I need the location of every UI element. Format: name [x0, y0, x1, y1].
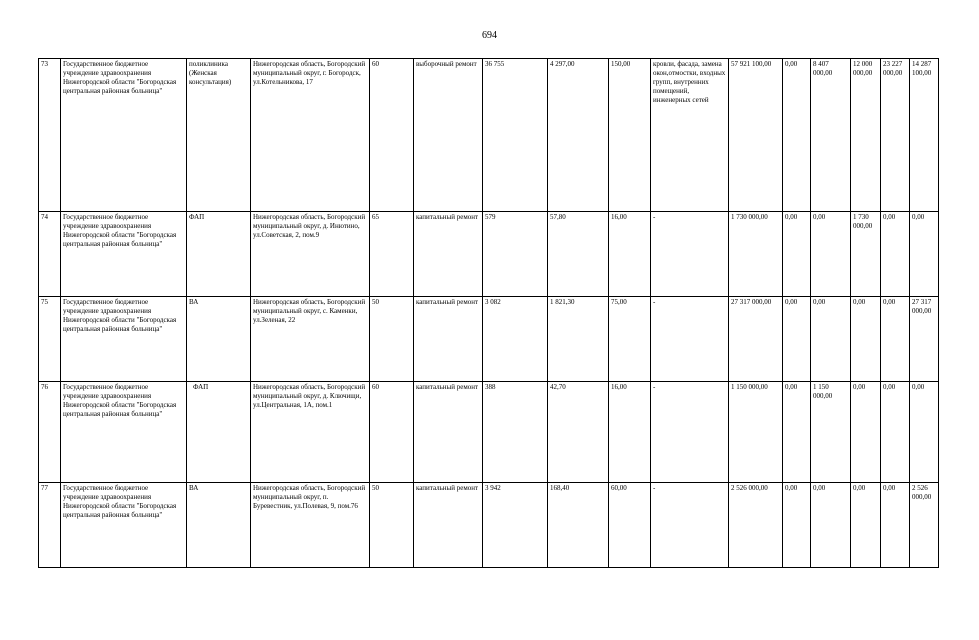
value-cell: 150,00 — [609, 59, 651, 212]
total-cell: 2 526 000,00 — [729, 483, 783, 568]
row-number: 76 — [39, 382, 61, 483]
address-cell: Нижегородская область, Богородский муниципальный округ, д. Ключищи, ул.Центральная, 1А, пом.1 — [251, 382, 370, 483]
table-row — [39, 297, 939, 382]
work-type-cell: капитальный ремонт — [414, 212, 483, 297]
value-cell: 1 821,30 — [548, 297, 609, 382]
value-cell: 388 — [483, 382, 548, 483]
scope-cell: кровли, фасада, замена окон,отмостки, входных групп, внутренних помещений, инженерных сетей — [651, 59, 729, 212]
amount-cell: 14 287 100,00 — [910, 59, 939, 212]
object-type-cell: поликлиника (Женская консультация) — [187, 59, 251, 212]
organization-cell: Государственное бюджетное учреждение здравоохранения Нижегородской области "Богородская центральная районная больница" — [61, 483, 187, 568]
amount-cell: 0,00 — [811, 483, 851, 568]
object-type-cell: ВА — [187, 483, 251, 568]
row-number: 74 — [39, 212, 61, 297]
scope-cell: - — [651, 483, 729, 568]
year-cell: 60 — [370, 59, 414, 212]
address-cell: Нижегородская область, Богородский муниципальный округ, д. Инютино, ул.Советская, 2, пом.9 — [251, 212, 370, 297]
year-cell: 60 — [370, 382, 414, 483]
value-cell: 168,40 — [548, 483, 609, 568]
total-cell: 1 150 000,00 — [729, 382, 783, 483]
amount-cell: 0,00 — [881, 483, 910, 568]
table-row — [39, 59, 939, 212]
table-row — [39, 212, 939, 297]
value-cell: 75,00 — [609, 297, 651, 382]
amount-cell: 0,00 — [811, 297, 851, 382]
total-cell: 1 730 000,00 — [729, 212, 783, 297]
amount-cell: 0,00 — [783, 59, 811, 212]
work-type-cell: выборочный ремонт — [414, 59, 483, 212]
amount-cell: 0,00 — [881, 382, 910, 483]
value-cell: 3 942 — [483, 483, 548, 568]
year-cell: 50 — [370, 483, 414, 568]
total-cell: 57 921 100,00 — [729, 59, 783, 212]
amount-cell: 0,00 — [881, 212, 910, 297]
organization-cell: Государственное бюджетное учреждение здравоохранения Нижегородской области "Богородская центральная районная больница" — [61, 212, 187, 297]
object-type-cell: ВА — [187, 297, 251, 382]
page-number: 694 — [482, 30, 497, 41]
row-number: 73 — [39, 59, 61, 212]
amount-cell: 0,00 — [851, 483, 881, 568]
table-row — [39, 483, 939, 568]
amount-cell: 0,00 — [881, 297, 910, 382]
organization-cell: Государственное бюджетное учреждение здравоохранения Нижегородской области "Богородская центральная районная больница" — [61, 59, 187, 212]
value-cell: 16,00 — [609, 382, 651, 483]
total-cell: 27 317 000,00 — [729, 297, 783, 382]
year-cell: 65 — [370, 212, 414, 297]
amount-cell: 0,00 — [783, 297, 811, 382]
amount-cell: 12 000 000,00 — [851, 59, 881, 212]
amount-cell: 1 730 000,00 — [851, 212, 881, 297]
value-cell: 4 297,00 — [548, 59, 609, 212]
amount-cell: 0,00 — [783, 382, 811, 483]
scope-cell: - — [651, 212, 729, 297]
amount-cell: 2 526 000,00 — [910, 483, 939, 568]
amount-cell: 8 407 000,00 — [811, 59, 851, 212]
amount-cell: 23 227 000,00 — [881, 59, 910, 212]
organization-cell: Государственное бюджетное учреждение здравоохранения Нижегородской области "Богородская центральная районная больница" — [61, 382, 187, 483]
amount-cell: 27 317 000,00 — [910, 297, 939, 382]
amount-cell: 0,00 — [783, 483, 811, 568]
amount-cell: 0,00 — [851, 297, 881, 382]
value-cell: 16,00 — [609, 212, 651, 297]
address-cell: Нижегородская область, Богородский муниципальный округ, с. Каменки, ул.Зеленая, 22 — [251, 297, 370, 382]
work-type-cell: капитальный ремонт — [414, 382, 483, 483]
table-row — [39, 382, 939, 483]
object-type-cell: ФАП — [187, 382, 251, 483]
address-cell: Нижегородская область, Богородский муниципальный округ, п. Буревестник, ул.Полевая, 9, пом.76 — [251, 483, 370, 568]
amount-cell: 1 150 000,00 — [811, 382, 851, 483]
amount-cell: 0,00 — [910, 382, 939, 483]
row-number: 75 — [39, 297, 61, 382]
work-type-cell: капитальный ремонт — [414, 297, 483, 382]
value-cell: 57,80 — [548, 212, 609, 297]
value-cell: 579 — [483, 212, 548, 297]
object-type-cell: ФАП — [187, 212, 251, 297]
organization-cell: Государственное бюджетное учреждение здравоохранения Нижегородской области "Богородская центральная районная больница" — [61, 297, 187, 382]
scope-cell: - — [651, 297, 729, 382]
value-cell: 42,70 — [548, 382, 609, 483]
value-cell: 36 755 — [483, 59, 548, 212]
scope-cell: - — [651, 382, 729, 483]
amount-cell: 0,00 — [910, 212, 939, 297]
amount-cell: 0,00 — [783, 212, 811, 297]
value-cell: 3 082 — [483, 297, 548, 382]
work-type-cell: капитальный ремонт — [414, 483, 483, 568]
row-number: 77 — [39, 483, 61, 568]
year-cell: 50 — [370, 297, 414, 382]
value-cell: 60,00 — [609, 483, 651, 568]
amount-cell: 0,00 — [811, 212, 851, 297]
amount-cell: 0,00 — [851, 382, 881, 483]
address-cell: Нижегородская область, Богородский муниципальный округ, г. Богородск, ул.Котельникова, 17 — [251, 59, 370, 212]
registry-table — [38, 58, 939, 568]
